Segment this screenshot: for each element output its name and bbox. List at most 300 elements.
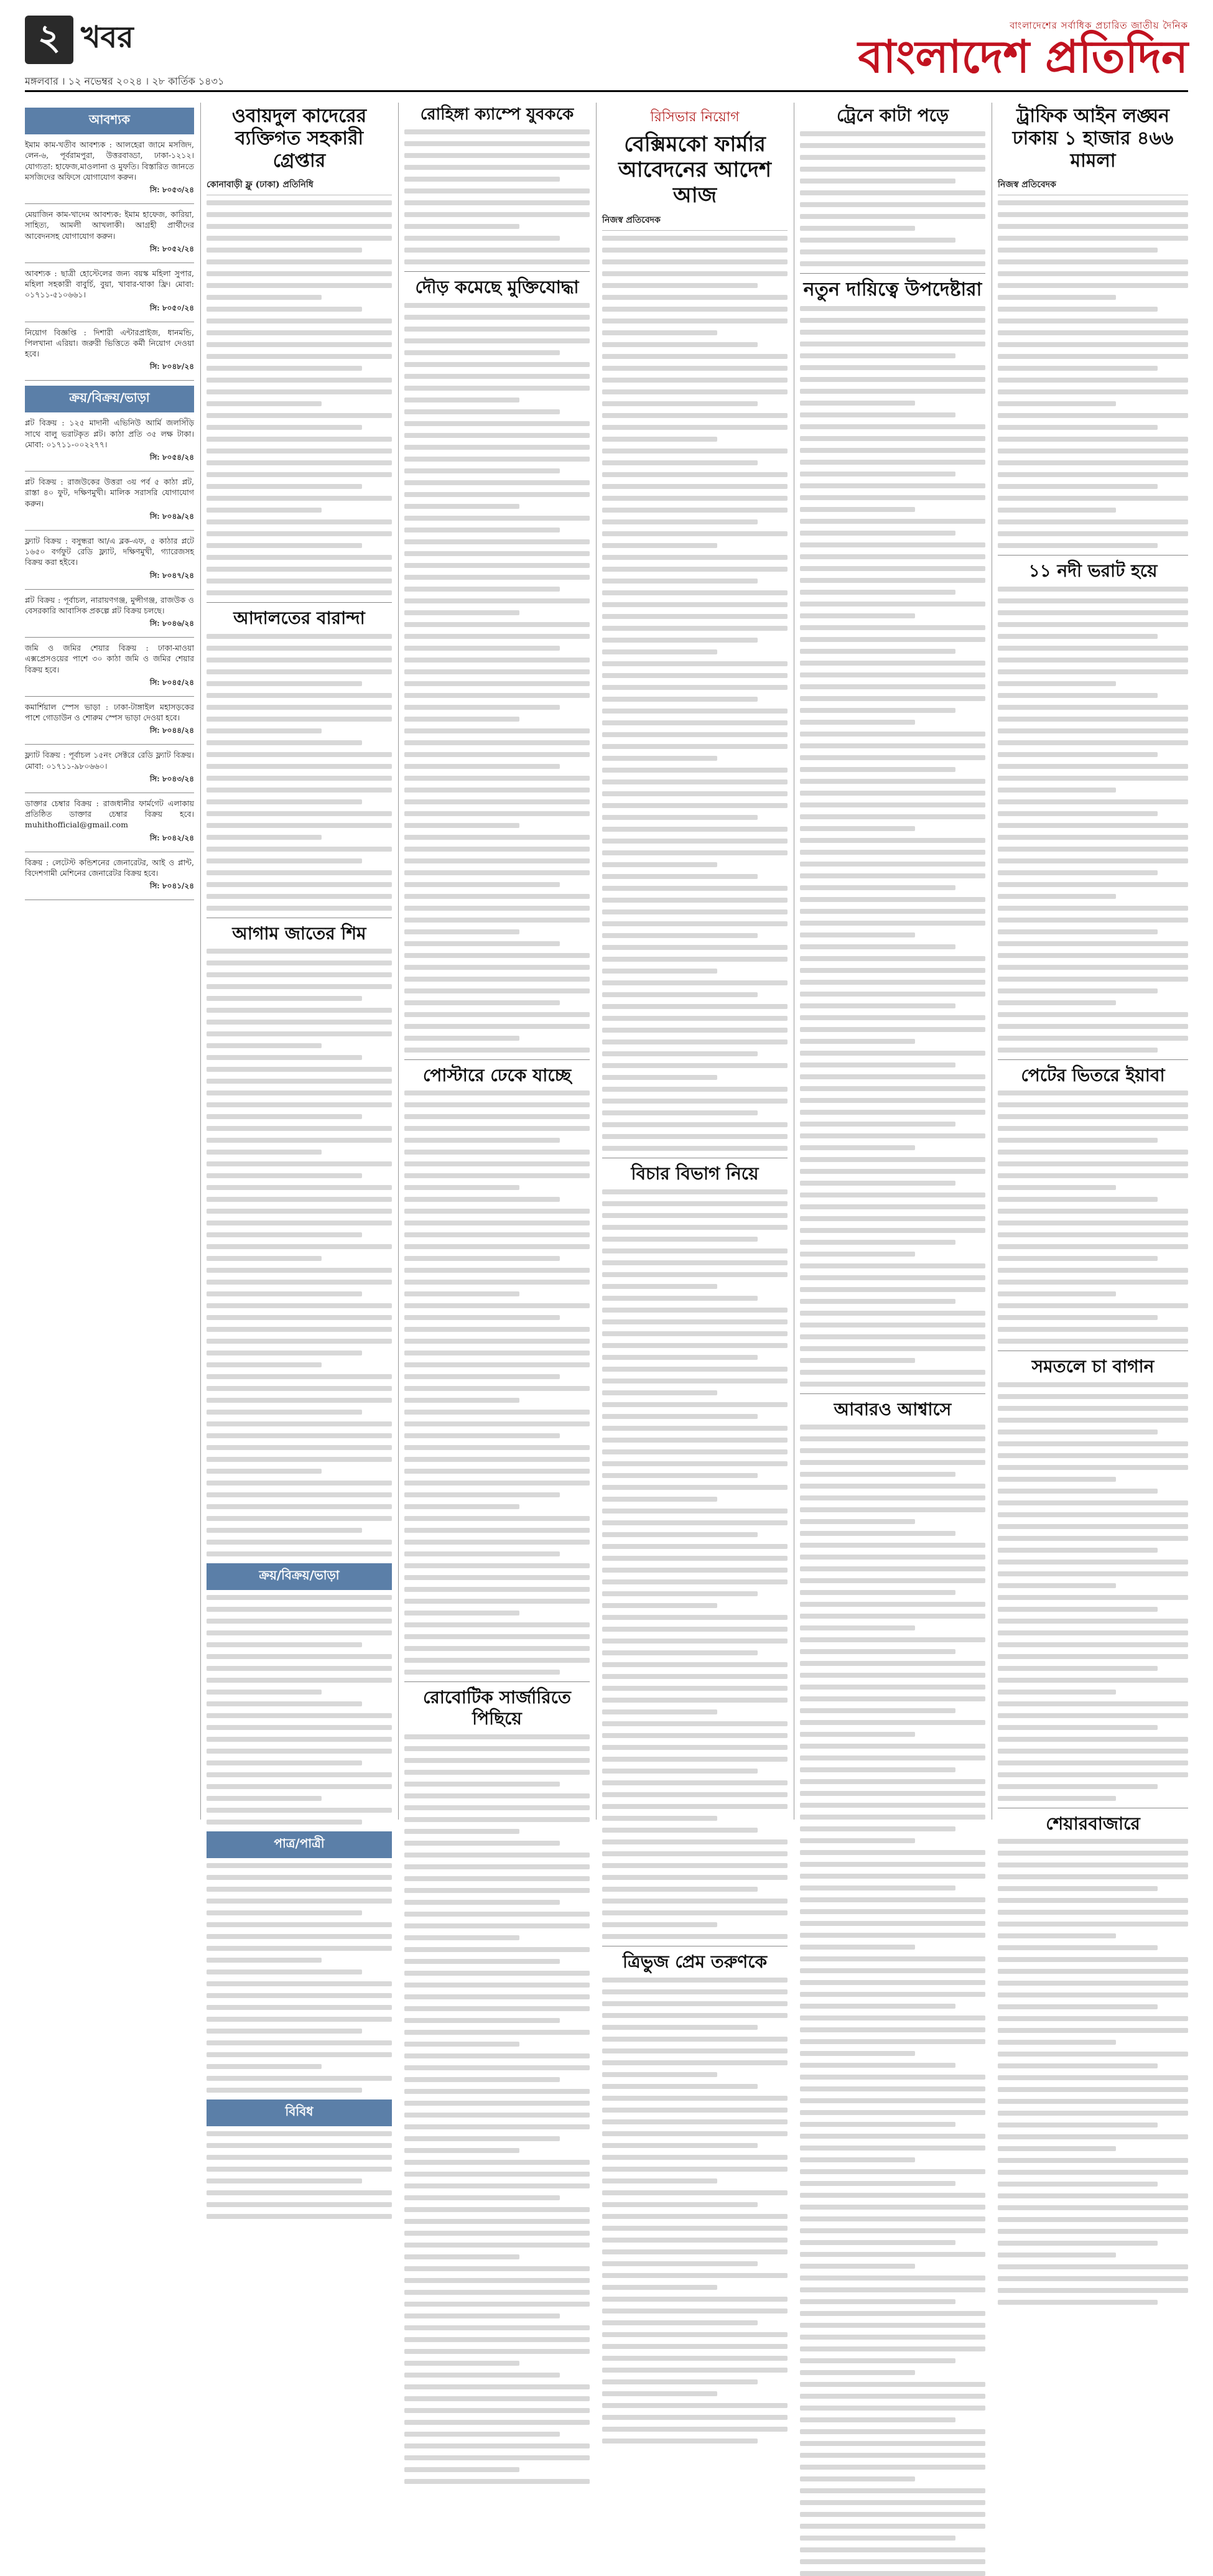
text-line	[404, 2432, 560, 2437]
page-number: ২	[25, 16, 73, 64]
text-line	[800, 531, 955, 536]
text-line	[602, 472, 788, 477]
text-line	[602, 1839, 788, 1844]
text-line	[800, 2181, 955, 2186]
text-line	[602, 1134, 788, 1139]
text-line	[998, 2040, 1116, 2045]
text-line	[207, 1327, 392, 1332]
text-line	[800, 1886, 955, 1890]
text-line	[602, 1213, 788, 1218]
text-line	[207, 1934, 392, 1939]
text-line	[998, 1536, 1188, 1541]
text-line	[998, 2217, 1188, 2222]
text-line	[404, 188, 590, 193]
text-line	[404, 1421, 590, 1426]
text-line	[404, 2266, 590, 2271]
text-line	[602, 1662, 788, 1667]
text-line	[404, 516, 590, 521]
text-line	[207, 1958, 322, 1963]
text-line	[800, 2512, 985, 2517]
text-line	[998, 319, 1188, 323]
text-line	[207, 319, 392, 323]
text-line	[207, 508, 322, 513]
text-line	[998, 342, 1188, 347]
text-line	[602, 1591, 758, 1596]
text-line	[800, 1956, 985, 1961]
text-line	[998, 295, 1116, 300]
text-line	[800, 377, 985, 382]
text-line	[602, 2131, 788, 2136]
text-line	[404, 1599, 590, 1604]
text-line	[998, 1862, 1188, 1867]
text-line	[998, 543, 1158, 548]
text-line	[404, 1587, 590, 1592]
text-line	[207, 1398, 392, 1403]
text-line	[207, 1445, 392, 1450]
text-line	[800, 1263, 985, 1268]
text-line	[404, 1646, 590, 1651]
text-line	[998, 740, 1188, 745]
text-line	[207, 705, 392, 710]
text-line	[800, 885, 955, 890]
text-line	[602, 2119, 788, 2124]
text-line	[800, 1945, 915, 1950]
text-line	[404, 1469, 590, 1474]
text-line	[602, 330, 717, 335]
text-line	[207, 1504, 392, 1509]
text-line	[800, 1484, 985, 1489]
text-line	[207, 1666, 392, 1671]
classified-ref: সি: ৮০৪২/২৪	[149, 833, 194, 842]
divider	[25, 471, 194, 472]
text-line	[602, 1899, 788, 1904]
article-body	[404, 1090, 590, 1675]
text-line	[404, 1540, 590, 1545]
text-line	[404, 1888, 590, 1893]
text-line	[998, 2099, 1188, 2104]
classified-ref: সি: ৮০৪৯/২৪	[149, 511, 194, 521]
text-line	[207, 1362, 322, 1367]
text-line	[602, 1627, 788, 1632]
text-line	[207, 1946, 392, 1951]
text-line	[602, 1780, 788, 1785]
text-line	[404, 1410, 590, 1415]
text-line	[207, 2076, 392, 2081]
text-line	[404, 1622, 590, 1627]
text-line	[602, 519, 758, 524]
text-line	[602, 827, 788, 832]
text-line	[998, 941, 1188, 946]
text-line	[404, 1398, 519, 1403]
text-line	[404, 1209, 590, 1214]
text-line	[998, 460, 1188, 465]
text-line	[404, 1829, 519, 1834]
text-line	[404, 906, 590, 911]
text-line	[207, 283, 392, 288]
text-line	[800, 2453, 985, 2458]
text-line	[207, 1221, 392, 1225]
text-line	[602, 1146, 788, 1151]
text-line	[404, 1746, 590, 1751]
text-line	[998, 2205, 1188, 2210]
article-body	[800, 306, 985, 1387]
article-body	[800, 1425, 985, 2576]
text-line	[998, 1138, 1158, 1143]
text-line	[800, 1649, 955, 1654]
text-line	[800, 873, 985, 878]
text-line	[207, 330, 392, 335]
text-line	[602, 992, 758, 997]
text-line	[998, 1126, 1188, 1131]
text-line	[602, 1674, 788, 1679]
classified-ad: ফ্ল্যাট বিক্রয় : পূর্বাচল ১৫নং সেক্টরে রেডি ফ্ল্যাট বিক্রয়। মোবা: ০১৭১১-৯৮০৬৬০।	[25, 750, 194, 771]
classified-ad: মেয়াজিন কাম-খাদেম আবশ্যক: ইমাম হাফেজ, কারিয়া, সাহিত্য, আমলী আখলাকী। আগ্রহী প্রার্থীদের আবেদনসহ যোগাযোগ করুন।	[25, 210, 194, 241]
text-line	[800, 1708, 955, 1713]
text-line	[404, 1504, 519, 1509]
text-line	[602, 2048, 788, 2053]
text-line	[602, 2072, 717, 2077]
text-line	[207, 1528, 362, 1533]
text-line	[998, 401, 1116, 406]
text-line	[602, 1615, 788, 1620]
text-line	[404, 2361, 519, 2366]
text-line	[998, 1256, 1158, 1261]
text-line	[800, 2157, 915, 2162]
text-line	[800, 791, 985, 796]
text-line	[602, 1922, 717, 1927]
text-line	[800, 249, 985, 254]
classified-ref: সি: ৮০৪৮/২৪	[149, 362, 194, 371]
text-line	[998, 1489, 1158, 1494]
text-line	[207, 870, 392, 875]
text-line	[602, 1189, 788, 1194]
text-line	[998, 1150, 1188, 1155]
column-4	[602, 103, 788, 1972]
text-line	[207, 1784, 392, 1789]
divider	[25, 203, 194, 204]
text-line	[800, 472, 955, 477]
text-line	[207, 960, 392, 965]
brand-tagline: বাংলাদেশের সর্বাধিক প্রচারিত জাতীয় দৈনিক	[1010, 20, 1188, 31]
text-line	[207, 1796, 322, 1801]
text-line	[404, 1971, 590, 1976]
text-line	[207, 681, 362, 686]
headline: রোহিঙ্গা ক্যাম্পে যুবককে	[420, 105, 574, 124]
text-line	[800, 625, 985, 630]
text-line	[602, 638, 758, 643]
text-line	[602, 685, 788, 690]
text-line	[800, 1909, 985, 1914]
text-line	[800, 2228, 985, 2233]
classified-ad: প্লট বিক্রয় : ১২৫ মাদানী এভিনিউ আর্মি জলসিঁড়ি সাথে বালু ভরাটকৃত প্লট। কাঠা প্রতি ৩৫ লক্ষ টাকা। মোবা: ০১৭১১-০০২২৭৭।	[25, 418, 194, 449]
text-line	[602, 1910, 788, 1915]
text-line	[998, 622, 1188, 627]
text-line	[998, 776, 1188, 781]
text-line	[602, 295, 788, 300]
text-line	[207, 752, 392, 757]
text-line	[800, 1062, 955, 1067]
text-line	[602, 1402, 788, 1407]
divider	[404, 271, 590, 272]
text-line	[404, 740, 590, 745]
article-body	[602, 1978, 788, 2443]
text-line	[800, 2500, 985, 2505]
text-line	[602, 661, 788, 666]
text-line	[404, 1197, 560, 1202]
text-line	[207, 200, 392, 205]
text-line	[602, 259, 788, 264]
text-line	[602, 850, 788, 855]
text-line	[998, 2063, 1158, 2068]
text-line	[800, 2358, 955, 2363]
text-line	[998, 2193, 1188, 2198]
text-line	[602, 1497, 717, 1502]
text-line	[800, 897, 985, 902]
text-line	[800, 412, 955, 417]
text-line	[602, 744, 788, 749]
text-line	[602, 2249, 788, 2254]
text-line	[207, 1410, 362, 1415]
text-line	[998, 847, 1188, 852]
text-line	[404, 2443, 590, 2448]
text-line	[207, 2214, 392, 2219]
text-line	[207, 1268, 392, 1273]
text-line	[207, 1150, 322, 1155]
text-line	[404, 1841, 560, 1846]
article-body	[404, 129, 590, 264]
text-line	[404, 634, 590, 639]
text-line	[800, 2027, 985, 2032]
text-line	[207, 2178, 362, 2183]
text-line	[998, 1524, 1188, 1529]
text-line	[404, 2337, 590, 2342]
text-line	[207, 295, 322, 300]
text-line	[602, 543, 717, 548]
text-line	[800, 2004, 955, 2009]
text-line	[207, 1386, 392, 1391]
text-line	[207, 425, 362, 430]
text-line	[207, 949, 392, 954]
section-name: খবর	[81, 20, 134, 55]
text-line	[998, 1784, 1158, 1789]
text-line	[800, 2169, 985, 2174]
text-line	[800, 968, 985, 973]
text-line	[998, 271, 1188, 276]
headline: পোস্টারে ঢেকে যাচ্ছে	[422, 1064, 572, 1086]
text-line	[800, 330, 985, 335]
text-line	[602, 1733, 788, 1738]
classified-head-wanted: আবশ্যক	[25, 108, 194, 134]
text-line	[800, 1980, 985, 1985]
text-line	[800, 1590, 955, 1595]
divider	[998, 555, 1188, 556]
text-line	[602, 1875, 788, 1880]
text-line	[207, 1126, 392, 1131]
divider	[25, 637, 194, 638]
text-line	[602, 1028, 788, 1033]
text-line	[602, 1379, 788, 1383]
text-line	[800, 507, 915, 512]
text-line	[800, 495, 985, 500]
text-line	[207, 1067, 392, 1072]
text-line	[602, 1063, 788, 1068]
text-line	[207, 531, 392, 536]
text-line	[800, 1370, 985, 1375]
text-line	[998, 1654, 1188, 1659]
classified-ref: সি: ৮০৪৫/২৪	[149, 677, 194, 687]
divider	[25, 530, 194, 531]
text-line	[800, 306, 985, 311]
text-line	[602, 1473, 758, 1478]
text-line	[404, 1947, 590, 1952]
text-line	[998, 1268, 1188, 1273]
text-line	[800, 1299, 955, 1304]
headline: ত্রিভুজ প্রেম তরুণকে	[622, 1951, 768, 1972]
text-line	[207, 2088, 362, 2093]
text-line	[404, 1280, 590, 1285]
classified-head-buysell: ক্রয়/বিক্রয়/ভাড়া	[25, 386, 194, 412]
text-line	[602, 2415, 788, 2420]
text-line	[998, 531, 1188, 536]
text-line	[800, 365, 985, 370]
text-line	[404, 539, 590, 544]
text-line	[404, 2183, 590, 2188]
text-line	[404, 1670, 560, 1675]
classified-ref: সি: ৮০৫০/২৪	[149, 303, 194, 312]
text-line	[207, 1244, 392, 1249]
text-line	[998, 977, 1188, 982]
text-line	[207, 2005, 392, 2010]
text-line	[602, 980, 788, 985]
text-line	[800, 1086, 985, 1091]
text-line	[207, 1808, 392, 1813]
text-line	[602, 1355, 758, 1360]
column-5	[800, 103, 985, 1820]
text-line	[404, 1734, 590, 1739]
text-line	[207, 1607, 392, 1612]
text-line	[998, 1418, 1188, 1423]
text-line	[404, 1758, 590, 1763]
text-line	[998, 2264, 1188, 2269]
headline: বিচার বিভাগ নিয়ে	[631, 1163, 759, 1184]
text-line	[404, 1024, 590, 1029]
text-line	[998, 1406, 1188, 1411]
text-line	[800, 2465, 985, 2470]
text-line	[602, 1438, 788, 1443]
text-line	[998, 2170, 1188, 2175]
text-line	[602, 779, 788, 784]
text-line	[602, 1698, 788, 1703]
text-line	[602, 602, 788, 607]
text-line	[207, 1551, 392, 1556]
text-line	[207, 1232, 362, 1237]
text-line	[207, 847, 392, 852]
classified-body	[207, 1595, 392, 1825]
text-line	[404, 717, 519, 722]
text-line	[800, 1110, 985, 1115]
text-line	[998, 2087, 1188, 2092]
text-line	[207, 1619, 392, 1624]
text-line	[207, 2064, 322, 2069]
text-line	[602, 531, 788, 536]
text-line	[207, 776, 392, 781]
text-line	[800, 2394, 985, 2399]
text-line	[800, 389, 985, 394]
text-line	[800, 1744, 985, 1749]
text-line	[800, 1507, 985, 1512]
text-line	[998, 1690, 1116, 1695]
text-line	[800, 1495, 985, 1500]
text-line	[602, 319, 788, 323]
classified-box-head: বিবিধ	[207, 2099, 392, 2126]
text-line	[800, 519, 985, 524]
text-line	[998, 283, 1188, 288]
text-line	[602, 1568, 788, 1573]
text-line	[998, 1441, 1188, 1446]
text-line	[404, 338, 590, 343]
text-line	[800, 1897, 985, 1902]
byline: কোনাবাড়ী ফ্লু (ঢাকা) প্রতিনিধি	[207, 177, 392, 195]
text-line	[404, 141, 590, 146]
text-line	[602, 1544, 788, 1549]
text-line	[800, 1460, 985, 1465]
text-line	[404, 2124, 590, 2129]
text-line	[602, 2167, 788, 2172]
text-line	[404, 835, 590, 840]
text-line	[800, 2252, 985, 2257]
text-line	[800, 2323, 985, 2328]
text-line	[800, 1287, 985, 1292]
text-line	[998, 1315, 1158, 1320]
text-line	[800, 2476, 915, 2481]
text-line	[207, 1713, 392, 1718]
text-line	[998, 669, 1188, 674]
masthead-left	[25, 15, 134, 64]
text-line	[998, 1185, 1116, 1190]
text-line	[998, 693, 1158, 698]
text-line	[602, 307, 788, 312]
text-line	[998, 646, 1188, 651]
text-line	[998, 764, 1188, 769]
article-body	[207, 949, 392, 1556]
text-line	[404, 165, 590, 170]
text-line	[207, 1374, 392, 1379]
text-line	[998, 1382, 1188, 1387]
text-line	[404, 2113, 590, 2118]
text-line	[404, 1770, 590, 1775]
text-line	[800, 2086, 985, 2091]
text-line	[800, 566, 985, 571]
text-line	[998, 953, 1188, 958]
text-line	[207, 1887, 392, 1892]
brand-name: বাংলাদেশ প্রতিদিন	[858, 30, 1188, 83]
text-line	[998, 2111, 1188, 2116]
text-line	[800, 2406, 985, 2411]
text-line	[404, 858, 590, 863]
text-line	[602, 815, 758, 820]
text-line	[404, 386, 590, 391]
classified-ref: সি: ৮০৪৬/২৪	[149, 619, 194, 628]
text-line	[998, 1232, 1188, 1237]
text-line	[800, 155, 985, 160]
text-line	[404, 2006, 590, 2011]
text-line	[998, 1957, 1188, 1962]
text-line	[404, 669, 590, 674]
text-line	[998, 1678, 1188, 1683]
text-line	[800, 2216, 985, 2221]
text-line	[404, 2089, 590, 2094]
text-line	[800, 2429, 985, 2434]
